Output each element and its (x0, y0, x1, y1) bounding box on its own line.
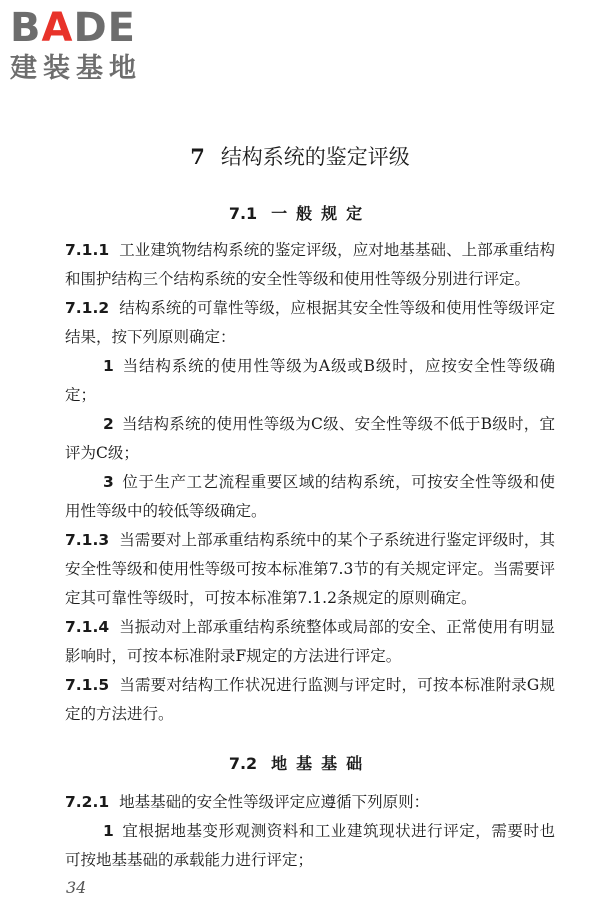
list-item (65, 817, 555, 875)
clause-paragraph (65, 613, 555, 671)
clause-paragraph (65, 526, 555, 613)
section-name: 地基基础 (271, 754, 372, 773)
section-1-body (65, 236, 555, 729)
list-item (65, 410, 555, 468)
item-text: 位于生产工艺流程重要区域的结构系统，可按安全性等级和使用性等级中的较低等级确定。 (65, 473, 555, 520)
section-2-body (65, 788, 555, 875)
chapter-name: 结构系统的鉴定评级 (220, 145, 410, 169)
logo-wordmark: BADE (10, 5, 136, 51)
clause-number: 7.1.5 (65, 676, 110, 694)
clause-text: 地基基础的安全性等级评定应遵循下列原则： (119, 793, 430, 811)
item-number: 3 (103, 473, 114, 491)
clause-text: 当振动对上部承重结构系统整体或局部的安全、正常使用有明显影响时，可按本标准附录F规定的方法进行评定。 (65, 618, 555, 665)
section-title-7-2 (0, 752, 600, 776)
section-number: 7.2 (228, 754, 258, 773)
clause-number: 7.1.4 (65, 618, 110, 636)
clause-paragraph (65, 788, 555, 817)
clause-text: 结构系统的可靠性等级，应根据其安全性等级和使用性等级评定结果，按下列原则确定： (65, 299, 555, 346)
item-text: 当结构系统的使用性等级为C级、安全性等级不低于B级时，宜评为C级； (65, 415, 555, 462)
clause-number: 7.1.1 (65, 241, 110, 259)
clause-number: 7.2.1 (65, 793, 110, 811)
clause-text: 当需要对结构工作状况进行监测与评定时，可按本标准附录G规定的方法进行。 (65, 676, 555, 723)
list-item (65, 352, 555, 410)
clause-text: 当需要对上部承重结构系统中的某个子系统进行鉴定评级时，其安全性等级和使用性等级可按本标准第7.3节的有关规定评定。当需要评定其可靠性等级时，可按本标准第7.1.2条规定的原则确定。 (65, 531, 555, 607)
clause-number: 7.1.2 (65, 299, 110, 317)
item-number: 1 (103, 357, 114, 375)
item-number: 2 (103, 415, 114, 433)
list-item (65, 468, 555, 526)
clause-text: 工业建筑物结构系统的鉴定评级，应对地基基础、上部承重结构和围护结构三个结构系统的安全性等级和使用性等级分别进行评定。 (65, 241, 555, 288)
logo-chinese-name: 建装基地 (10, 53, 142, 84)
page-number: 34 (66, 878, 87, 897)
section-number: 7.1 (228, 204, 258, 223)
item-text: 宜根据地基变形观测资料和工业建筑现状进行评定，需要时也可按地基基础的承载能力进行评定； (65, 822, 555, 869)
clause-paragraph (65, 671, 555, 729)
item-number: 1 (103, 822, 114, 840)
chapter-title (0, 142, 600, 172)
bade-logo (10, 6, 180, 86)
chapter-number: 7 (190, 144, 205, 169)
clause-paragraph (65, 294, 555, 352)
section-title-7-1 (0, 202, 600, 226)
section-name: 一般规定 (271, 204, 372, 223)
item-text: 当结构系统的使用性等级为A级或B级时，应按安全性等级确定； (65, 357, 555, 404)
clause-number: 7.1.3 (65, 531, 110, 549)
clause-paragraph (65, 236, 555, 294)
